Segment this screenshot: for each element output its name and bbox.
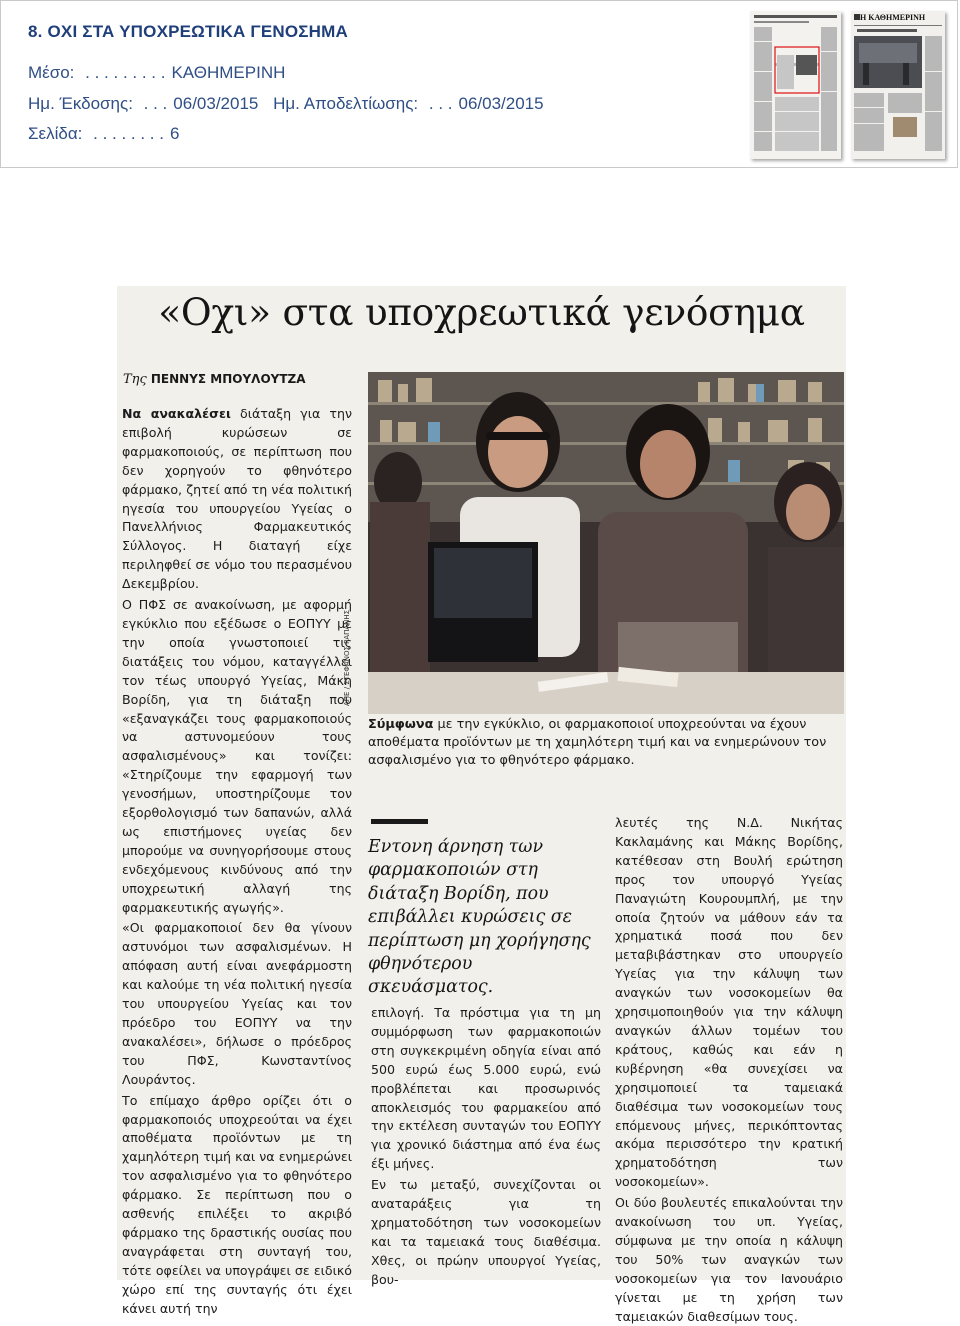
article-paragraph: επιλογή. Τα πρόστιμα για τη μη συμμόρφωση των φαρμακοποιών στη συγκεκριμένη οδηγία είναι από 500 ευρώ έως 5.000 ευρώ, ενώ προβλέπεται και προσωρινός αποκλεισμός του φαρμακείου από την εκτέλεση συνταγών του ΕΟΠΥΥ για χρονικό διάστημα από ένα έως έξι μήνες. bbox=[371, 1005, 601, 1172]
page-value: 6 bbox=[169, 124, 180, 143]
issue-date-value: 06/03/2015 bbox=[173, 94, 259, 113]
pull-quote-rule bbox=[371, 819, 428, 824]
issue-date-dots: . . . bbox=[143, 94, 168, 113]
pull-quote: Εντονη άρνηση των φαρμακοποιών στη διάταξη Βορίδη, που επιβάλλει κυρώσεις σε περίπτωση μη χορήγησης φθηνότερου σκευάσματος. bbox=[368, 837, 591, 998]
page-line bbox=[28, 124, 179, 144]
byline-prefix: Της bbox=[123, 372, 147, 387]
article-paragraph: «Οι φαρμακοποιοί δεν θα γίνουν αστυνόμοι των ασφαλισμένων. Η απόφαση αυτή είναι ανεφάρμοστη και καλούμε τη νέα πολιτική ηγεσία του υπουργείου Υγείας και τον πρόεδρο του ΕΟΠΥΥ να την ανακαλέσει», δήλωσε ο πρόεδρος του ΠΦΣ, Κωνσταντίνος Λουράντος. bbox=[122, 920, 352, 1087]
issue-date-label: Ημ. Έκδοσης: bbox=[28, 94, 133, 113]
article-byline bbox=[123, 372, 306, 387]
article-column-middle bbox=[371, 1004, 601, 1287]
photo-credit: ΑΠΕ / ΣΤΕΦΑΝΟΣ ΡΑΠΑΝΗΣ bbox=[343, 609, 351, 706]
page-dots: . . . . . . . . bbox=[93, 124, 164, 143]
article-column-left bbox=[122, 405, 353, 1316]
article-headline: «Οχι» στα υποχρεωτικά γενόσημα bbox=[158, 290, 805, 334]
source-label: Μέσο: bbox=[28, 63, 75, 82]
source-dots: . . . . . . . . . bbox=[85, 63, 166, 82]
lead-paragraph-rest: διάταξη για την επιβολή κυρώσεων σε φαρμακοποιούς, σε περίπτωση που δεν χορηγούν το φθηνότερο φάρμακο, ζητεί από τη νέα πολιτική ηγεσία του υπουργείου Υγείας ο Πανελλήνιος Φαρμακευτικός Σύλλογος. Η διαταγή είχε περιληφθεί σε νόμο του περασμένου Δεκεμβρίου. bbox=[122, 406, 353, 592]
dates-line bbox=[28, 94, 544, 114]
lead-words: Να ανακαλέσει bbox=[122, 406, 231, 421]
clipping-title: 8. ΟΧΙ ΣΤΑ ΥΠΟΧΡΕΩΤΙΚΑ ΓΕΝΟΣΗΜΑ bbox=[28, 22, 348, 41]
clip-date-value: 06/03/2015 bbox=[458, 94, 544, 113]
article-photo bbox=[368, 372, 844, 714]
article-paragraph: Το επίμαχο άρθρο ορίζει ότι ο φαρμακοποιός υποχρεούται να έχει αποθέματα προϊόντων με τη χαμηλότερη τιμή και να ενημερώνει τον ασφαλισμένο για το φθηνότερο φάρμακο. Σε περίπτωση που ο ασθενής επιλέξει το ακριβό φάρμακο της δραστικής ουσίας που αναγράφεται στη συνταγή του, τότε οφείλει να υπογράψει σε ειδικό χώρο επί της συνταγής ότι έχει κάνει αυτή την bbox=[122, 1092, 352, 1316]
caption-lead: Σύμφωνα bbox=[368, 717, 434, 732]
page-label: Σελίδα: bbox=[28, 124, 83, 143]
photo-caption bbox=[368, 716, 844, 770]
inside-page-thumbnail[interactable] bbox=[750, 11, 841, 159]
clip-date-dots: . . . bbox=[428, 94, 453, 113]
article-clipping bbox=[117, 286, 846, 1324]
source-value: ΚΑΘΗΜΕΡΙΝΗ bbox=[171, 63, 286, 82]
article-paragraph: Ο ΠΦΣ σε ανακοίνωση, με αφορμή εγκύκλιο που εξέδωσε ο ΕΟΠΥΥ με την οποία γνωστοποιεί τις διατάξεις του νόμου, καταγγέλλει τον τέως υπουργό Υγείας, Μάκη Βορίδη, για τη διάταξη που «εξαναγκάζει τους φαρμακοποιούς να αστυνομεύουν τους ασφαλισμένους» και τονίζει: «Στηρίζουμε την εφαρμογή των γενοσήμων, υποστηρίζουμε τον εξορθολογισμό των δαπανών, αλλά ως επιστήμονες υγείας δεν μπορούμε να συνηγορήσουμε στους ενδεχόμενους κινδύνους από την υποχρεωτική αλλαγή της φαρμακευτικής αγωγής». bbox=[122, 597, 352, 915]
byline-author: ΠΕΝΝΥΣ ΜΠΟΥΛΟΥΤΖΑ bbox=[150, 372, 306, 386]
lead-paragraph bbox=[122, 405, 352, 594]
inside-page-thumbnail-image bbox=[750, 11, 841, 159]
article-paragraph: λευτές της Ν.Δ. Νικήτας Κακλαμάνης και Μάκης Βορίδης, κατέθεσαν στη Βουλή ερώτηση προς τον υπουργό Υγείας Παναγιώτη Κουρουμπλή, με την οποία ζητούν να μάθουν εάν τα χρηματικά ποσά που δεν μεταβιβάστηκαν στο υπουργείο Υγείας για την κάλυψη των αναγκών των νοσοκομείων θα χρησιμοποιηθούν για την κάλυψη αναγκών άλλων τομέων του κράτους, καθώς και εάν η κυβέρνηση «θα συνεχίσει να χρησιμοποιεί τα ταμειακά διαθέσιμα των νοσοκομείων τους επόμενους μήνες, περικόπτοντας ακόμα περισσότερο την κρατική χρηματοδότηση των νοσοκομείων». bbox=[615, 815, 843, 1190]
article-column-right bbox=[615, 814, 843, 1324]
front-page-masthead: Η ΚΑΘΗΜΕΡΙΝΗ bbox=[860, 13, 926, 22]
source-line bbox=[28, 63, 285, 83]
front-page-thumbnail[interactable] bbox=[851, 11, 945, 159]
article-paragraph: Εν τω μεταξύ, συνεχίζονται οι αναταράξεις για τη χρηματοδότηση των νοσοκομείων και τα ταμειακά τους διαθέσιμα. Χθες, οι πρώην υπουργοί Υγείας, βου- bbox=[371, 1177, 601, 1287]
article-paragraph: Οι δύο βουλευτές επικαλούνται την ανακοίνωση του υπ. Υγείας, σύμφωνα με την οποία η κάλυψη του 50% των αναγκών των νοσοκομείων για τον Ιανουάριο γίνεται με τη χρήση των ταμειακών διαθεσίμων τους. bbox=[615, 1195, 843, 1324]
clipping-info-box bbox=[0, 0, 958, 168]
front-page-thumbnail-image bbox=[851, 11, 945, 159]
caption-text: με την εγκύκλιο, οι φαρμακοποιοί υποχρεούνται να έχουν αποθέματα προϊόντων με τη χαμηλότερη τιμή και να ενημερώνουν τον ασφαλισμένο για το φθηνότερο φάρμακο. bbox=[368, 717, 827, 768]
pharmacy-photo-illustration bbox=[368, 372, 844, 714]
clip-date-label: Ημ. Αποδελτίωσης: bbox=[273, 94, 419, 113]
